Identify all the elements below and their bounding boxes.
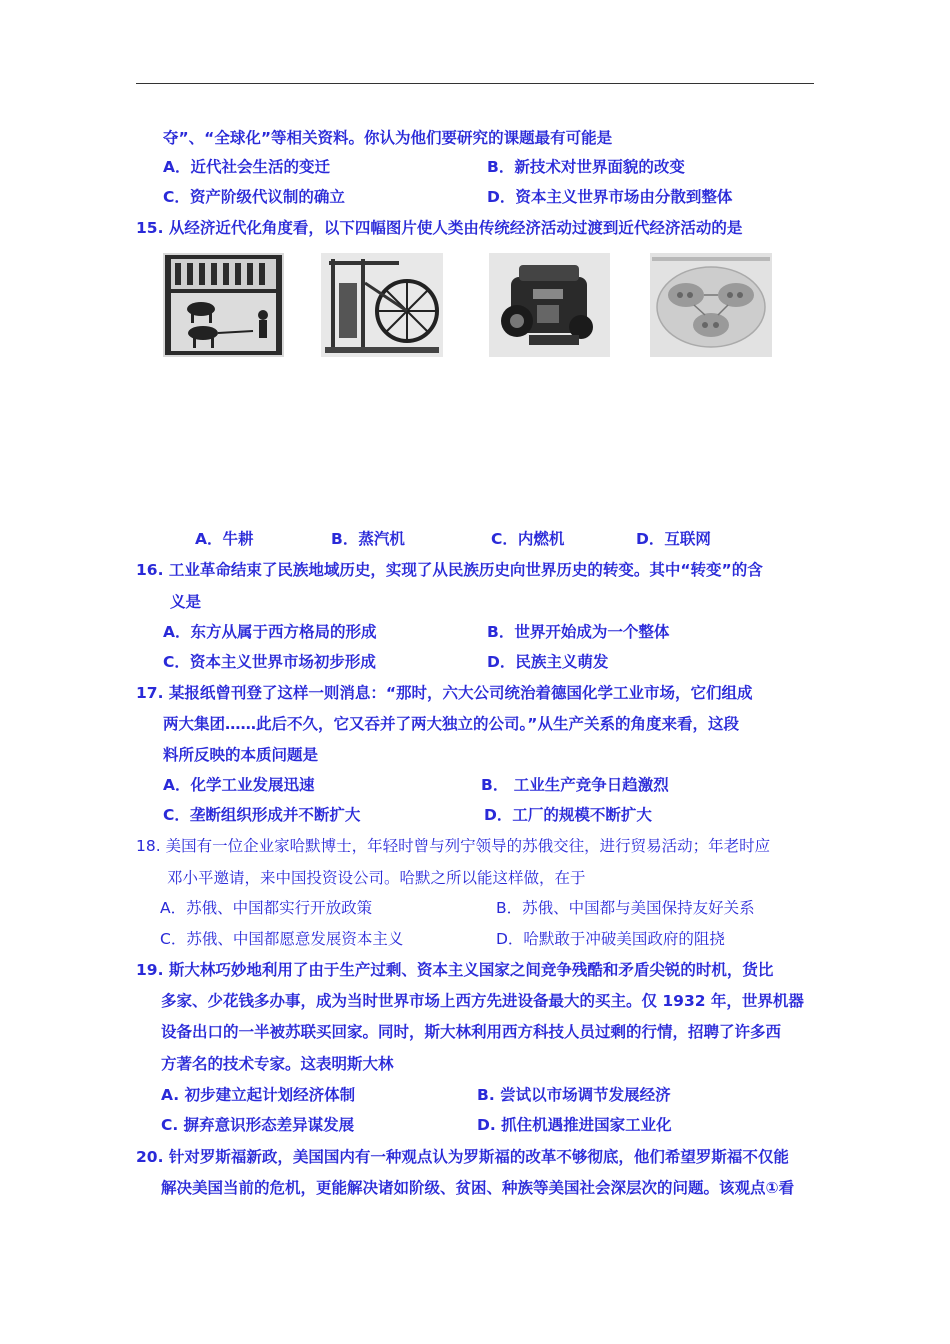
option-b: B．蒸汽机: [331, 530, 405, 548]
option-b: B．苏俄、中国都与美国保持友好关系: [496, 899, 755, 917]
internal-combustion-engine-image: [489, 253, 610, 357]
option-b: B．新技术对世界面貌的改变: [487, 158, 685, 176]
question-19-cont: 多家、少花钱多办事，成为当时世界市场上西方先进设备最大的买主。仅 1932 年，世界机器: [161, 992, 804, 1010]
option-a: A. 初步建立起计划经济体制: [161, 1086, 356, 1104]
option-d: D．民族主义萌发: [487, 653, 609, 671]
option-d: D．互联网: [636, 530, 711, 548]
question-20: 20. 针对罗斯福新政，美国国内有一种观点认为罗斯福的改革不够彻底，他们希望罗斯福不仅能: [136, 1148, 789, 1166]
option-c: C．内燃机: [491, 530, 565, 548]
question-16-cont: 义是: [170, 593, 202, 611]
option-a: A．牛耕: [195, 530, 254, 548]
question-17-cont: 两大集团……此后不久，它又吞并了两大独立的公司。”从生产关系的角度来看，这段: [163, 715, 739, 733]
option-b: B. 尝试以市场调节发展经济: [477, 1086, 671, 1104]
steam-engine-image: [321, 253, 443, 357]
option-c: C．资产阶级代议制的确立: [163, 188, 345, 206]
header-rule: [136, 83, 814, 84]
question-15: 15. 从经济近代化角度看，以下四幅图片使人类由传统经济活动过渡到近代经济活动的是: [136, 219, 743, 237]
option-b: B． 工业生产竞争日趋激烈: [481, 776, 669, 794]
option-a: A．东方从属于西方格局的形成: [163, 623, 377, 641]
option-d: D. 抓住机遇推进国家工业化: [477, 1116, 672, 1134]
question-16: 16. 工业革命结束了民族地域历史，实现了从民族历史向世界历史的转变。其中“转变”的含: [136, 561, 763, 579]
question-19-cont: 设备出口的一半被苏联买回家。同时，斯大林利用西方科技人员过剩的行情，招聘了许多西: [161, 1023, 782, 1041]
option-a: A．苏俄、中国都实行开放政策: [160, 899, 373, 917]
question-17: 17. 某报纸曾刊登了这样一则消息：“那时，六大公司统治着德国化学工业市场，它们组成: [136, 684, 753, 702]
option-b: B．世界开始成为一个整体: [487, 623, 670, 641]
option-c: C．垄断组织形成并不断扩大: [163, 806, 361, 824]
text-line: 夺”、“全球化”等相关资料。你认为他们要研究的课题最有可能是: [163, 129, 613, 147]
question-19-cont: 方著名的技术专家。这表明斯大林: [161, 1055, 394, 1073]
internet-diagram-image: [650, 253, 772, 357]
option-c: C．资本主义世界市场初步形成: [163, 653, 376, 671]
option-c: C. 摒弃意识形态差异谋发展: [161, 1116, 355, 1134]
question-18-cont: 邓小平邀请，来中国投资设公司。哈默之所以能这样做，在于: [167, 869, 586, 887]
option-d: D．哈默敢于冲破美国政府的阻挠: [496, 930, 725, 948]
question-20-cont: 解决美国当前的危机，更能解决诸如阶级、贫困、种族等美国社会深层次的问题。该观点①看: [161, 1179, 795, 1197]
question-18: 18. 美国有一位企业家哈默博士，年轻时曾与列宁领导的苏俄交往，进行贸易活动；年老时应: [136, 837, 771, 855]
option-a: A．近代社会生活的变迁: [163, 158, 330, 176]
option-a: A．化学工业发展迅速: [163, 776, 315, 794]
option-d: D．工厂的规模不断扩大: [484, 806, 652, 824]
question-17-cont: 料所反映的本质问题是: [163, 746, 319, 764]
question-19: 19. 斯大林巧妙地利用了由于生产过剩、资本主义国家之间竞争残酷和矛盾尖锐的时机，货比: [136, 961, 774, 979]
option-d: D．资本主义世界市场由分散到整体: [487, 188, 733, 206]
option-c: C．苏俄、中国都愿意发展资本主义: [160, 930, 404, 948]
ox-plowing-image: [163, 253, 284, 357]
